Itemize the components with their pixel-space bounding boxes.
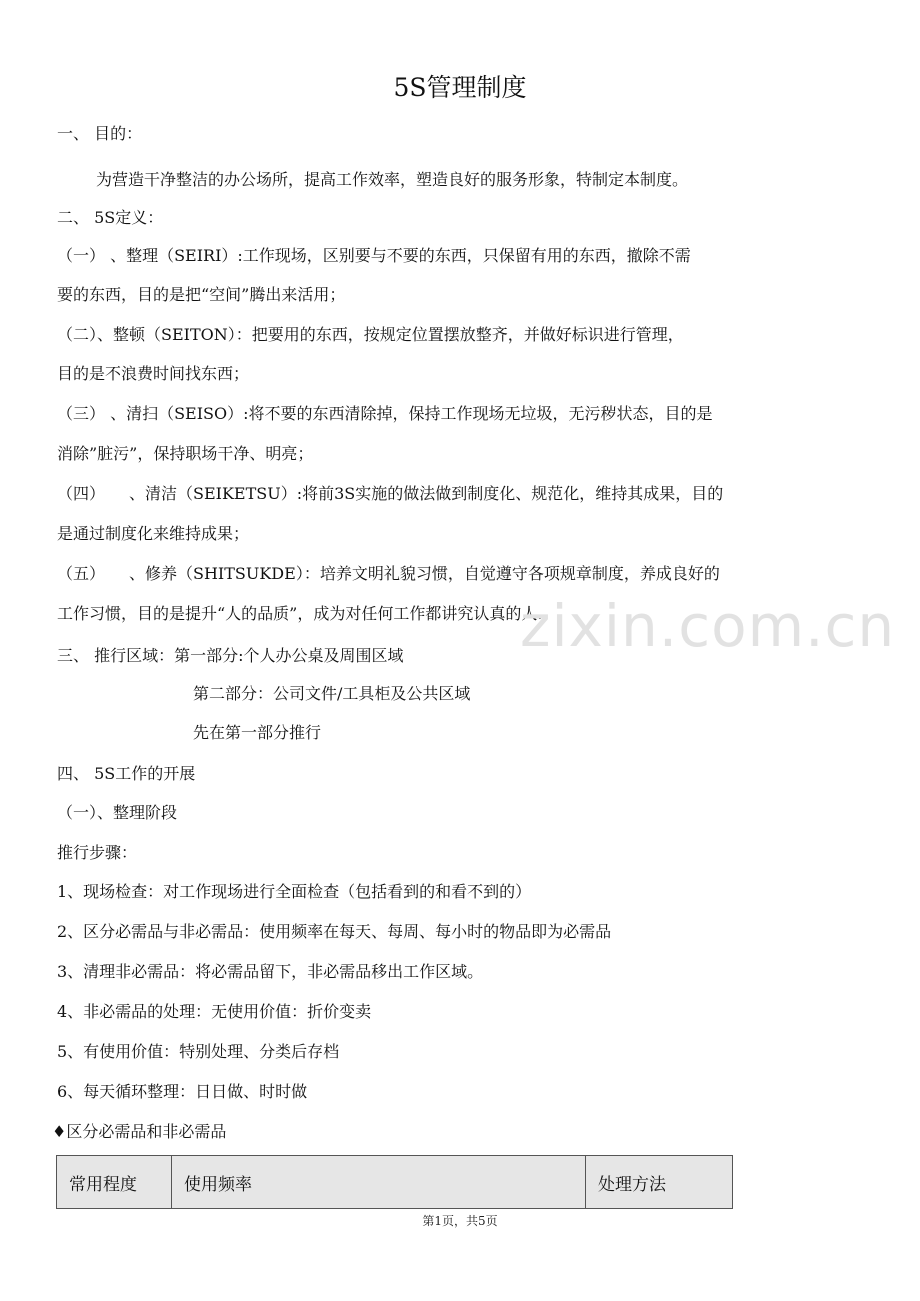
seiketsu-line-1: （四） 、清洁（SEIKETSU）:将前3S实施的做法做到制度化、规范化，维持其成果，目的 [57, 484, 724, 503]
table-header-cell: 使用频率 [172, 1156, 586, 1209]
step-2: 2、区分必需品与非必需品：使用频率在每天、每周、每小时的物品即为必需品 [57, 922, 612, 941]
phase-1-heading: （一）、整理阶段 [57, 803, 178, 822]
seiri-line-2: 要的东西，目的是把“空间”腾出来活用； [57, 285, 346, 304]
seiton-line-1: （二）、整顿（SEITON）：把要用的东西，按规定位置摆放整齐，并做好标识进行管理， [57, 325, 684, 344]
area-note: 先在第一部分推行 [193, 723, 322, 742]
page-footer: 第1页，共5页 [422, 1214, 498, 1228]
seiketsu-line-2: 是通过制度化来维持成果； [57, 524, 250, 543]
table-header-cell: 处理方法 [586, 1156, 733, 1209]
seiton-line-2: 目的是不浪费时间找东西； [57, 364, 250, 383]
section-2-heading: 二、 5S定义： [57, 208, 164, 227]
frequency-table [56, 1155, 733, 1209]
steps-heading: 推行步骤： [57, 843, 138, 862]
seiso-line-1: （三） 、清扫（SEISO）:将不要的东西清除掉，保持工作现场无垃圾，无污秽状态，目的是 [57, 404, 713, 423]
shitsuke-line-2: 工作习惯，目的是提升“人的品质”，成为对任何工作都讲究认真的人. [57, 604, 543, 623]
step-5: 5、有使用价值：特别处理、分类后存档 [57, 1042, 340, 1061]
section-1-heading: 一、 目的： [57, 124, 143, 143]
step-3: 3、清理非必需品：将必需品留下，非必需品移出工作区域。 [57, 962, 484, 981]
seiri-line-1: （一） 、整理（SEIRI）:工作现场，区别要与不要的东西，只保留有用的东西，撤除不需 [57, 246, 691, 265]
section-3-heading: 三、 推行区域：第一部分:个人办公桌及周围区域 [57, 646, 404, 665]
table-header-cell: 常用程度 [57, 1156, 172, 1209]
step-1: 1、现场检查：对工作现场进行全面检查（包括看到的和看不到的） [57, 882, 532, 901]
step-4: 4、非必需品的处理：无使用价值：折价变卖 [57, 1002, 372, 1021]
area-part-2: 第二部分：公司文件/工具柜及公共区域 [193, 684, 471, 703]
seiso-line-2: 消除”脏污”，保持职场干净、明亮； [57, 444, 314, 463]
table-header-row [57, 1156, 733, 1209]
purpose-text: 为营造干净整洁的办公场所，提高工作效率，塑造良好的服务形象，特制定本制度。 [96, 170, 689, 189]
shitsuke-line-1: （五） 、修养（SHITSUKDE）：培养文明礼貌习惯，自觉遵守各项规章制度，养成良好的 [57, 564, 720, 583]
document-title: 5S管理制度 [393, 73, 527, 102]
watermark-text: zixin.com.cn [520, 592, 896, 660]
section-4-heading: 四、 5S工作的开展 [57, 764, 196, 783]
step-6: 6、每天循环整理：日日做、时时做 [57, 1082, 308, 1101]
table-caption: ♦区分必需品和非必需品 [52, 1122, 227, 1141]
